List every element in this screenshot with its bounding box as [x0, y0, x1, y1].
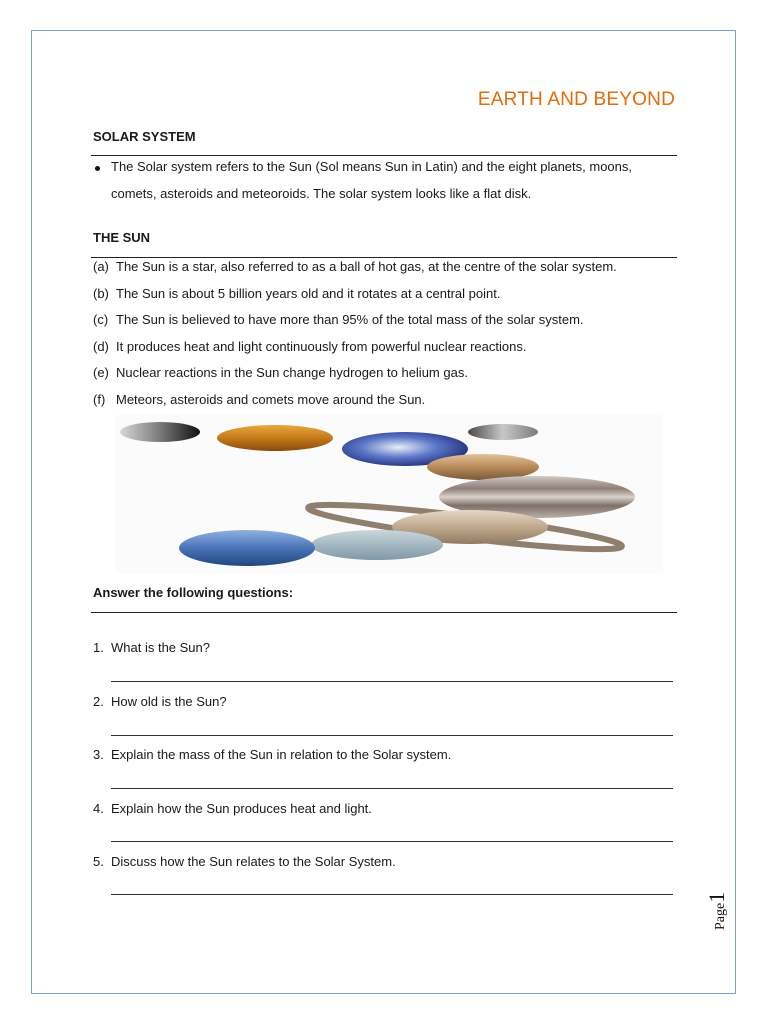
question-1 — [93, 640, 210, 655]
answer-line-4[interactable] — [111, 841, 673, 842]
answer-line-2[interactable] — [111, 735, 673, 736]
sun-fact-f — [93, 392, 425, 407]
page-title: EARTH AND BEYOND — [477, 89, 675, 110]
heading-rule — [91, 155, 677, 156]
neptune-planet — [179, 530, 315, 566]
pluto-planet — [468, 424, 538, 440]
answer-line-1[interactable] — [111, 681, 673, 682]
solar-system-text-line-1: The Solar system refers to the Sun (Sol means Sun in Latin) and the eight planets, moons, — [111, 159, 633, 174]
sun-fact-label: (c) — [93, 312, 109, 327]
question-number: 4. — [93, 801, 104, 816]
sun-fact-e — [93, 365, 468, 380]
sun-fact-label: (d) — [93, 339, 109, 354]
sun-fact-label: (e) — [93, 365, 109, 380]
sun-fact-a — [93, 259, 617, 274]
question-text: Explain the mass of the Sun in relation to the Solar system. — [111, 747, 452, 762]
question-number: 3. — [93, 747, 104, 762]
solar-system-heading: SOLAR SYSTEM — [93, 129, 196, 144]
question-4 — [93, 801, 372, 816]
sun-fact-d — [93, 339, 526, 354]
page-word: Page — [713, 902, 728, 930]
page-number — [704, 890, 729, 930]
heading-rule — [91, 257, 677, 258]
question-text: Explain how the Sun produces heat and light. — [111, 801, 372, 816]
heading-rule — [91, 612, 677, 613]
question-text: What is the Sun? — [111, 640, 210, 655]
question-number: 2. — [93, 694, 104, 709]
sun-fact-label: (f) — [93, 392, 106, 407]
sun-fact-text: It produces heat and light continuously from powerful nuclear reactions. — [116, 339, 527, 354]
answer-line-3[interactable] — [111, 788, 673, 789]
sun-fact-text: The Sun is a star, also referred to as a ball of hot gas, at the centre of the solar system. — [116, 259, 617, 274]
sun-fact-text: The Sun is about 5 billion years old and it rotates at a central point. — [116, 286, 501, 301]
uranus-planet — [311, 530, 443, 560]
venus-planet — [217, 425, 333, 451]
bullet-icon — [95, 166, 100, 171]
question-2 — [93, 694, 227, 709]
sun-fact-text: Nuclear reactions in the Sun change hydrogen to helium gas. — [116, 365, 468, 380]
question-text: How old is the Sun? — [111, 694, 227, 709]
solar-system-text-line-2: comets, asteroids and meteoroids. The solar system looks like a flat disk. — [111, 186, 532, 201]
answer-line-5[interactable] — [111, 894, 673, 895]
sun-fact-text: The Sun is believed to have more than 95% of the total mass of the solar system. — [116, 312, 584, 327]
planets-illustration — [115, 415, 663, 573]
the-sun-heading: THE SUN — [93, 230, 151, 245]
question-number: 5. — [93, 854, 104, 869]
question-text: Discuss how the Sun relates to the Solar System. — [111, 854, 396, 869]
mercury-planet — [120, 422, 200, 442]
question-number: 1. — [93, 640, 104, 655]
question-5 — [93, 854, 396, 869]
sun-fact-b — [93, 286, 500, 301]
question-3 — [93, 747, 451, 762]
sun-fact-label: (a) — [93, 259, 109, 274]
sun-fact-label: (b) — [93, 286, 109, 301]
mars-planet — [427, 454, 539, 480]
questions-heading: Answer the following questions: — [93, 585, 294, 600]
sun-fact-text: Meteors, asteroids and comets move around the Sun. — [116, 392, 426, 407]
sun-fact-c — [93, 312, 584, 327]
page-number-value: 1 — [704, 891, 729, 903]
